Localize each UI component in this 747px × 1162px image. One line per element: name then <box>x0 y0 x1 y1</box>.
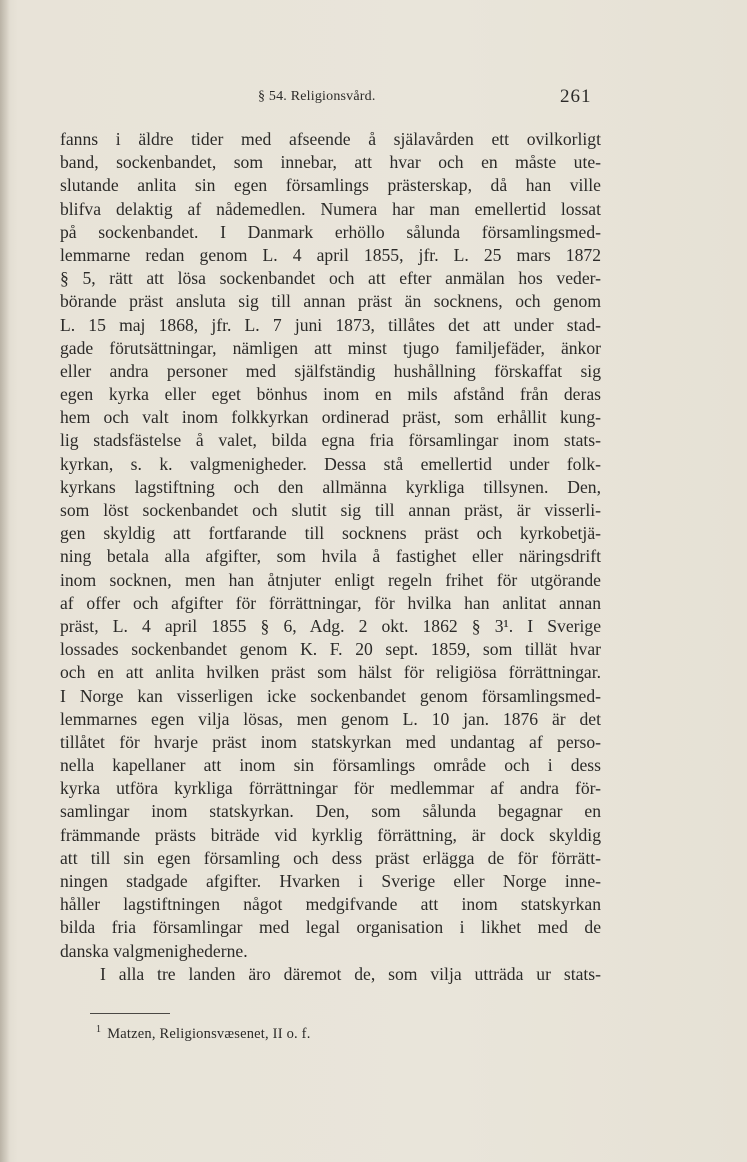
page-number: 261 <box>560 86 592 107</box>
text-line: fanns i äldre tider med afseende å själavården ett ovilkorligt <box>60 129 601 149</box>
text-line: kyrka utföra kyrkliga förrättningar för medlemmar af andra för- <box>60 778 601 799</box>
text-line: kyrkans lagstiftning och den allmänna kyrkliga tillsynen. Den, <box>60 476 601 497</box>
text-line: blifva delaktig af nådemedlen. Numera har man emellertid lossat <box>60 198 601 219</box>
text-line: och en att anlita hvilken präst som hälst för religiösa förrättningar. <box>60 662 601 683</box>
text-line: lemmarne redan genom L. 4 april 1855, jfr. L. 25 mars 1872 <box>60 244 601 265</box>
text-line: att till sin egen församling och dess präst erlägga de för förrätt- <box>60 847 601 868</box>
text-line: gen skyldig att fortfarande till socknens präst och kyrkobetjä- <box>60 523 601 544</box>
body-text <box>60 128 601 986</box>
text-line: bilda fria församlingar med legal organisation i likhet med de <box>60 917 601 938</box>
running-head: § 54. Religionsvård. <box>258 89 376 104</box>
page-header <box>0 86 747 112</box>
text-line: I Norge kan visserligen icke sockenbandet genom församlingsmed- <box>60 685 601 706</box>
text-line: samlingar inom statskyrkan. Den, som sålunda begagnar en <box>60 801 601 822</box>
text-line: präst, L. 4 april 1855 § 6, Adg. 2 okt. 1862 § 3¹. I Sverige <box>60 615 601 636</box>
text-line: som löst sockenbandet och slutit sig till annan präst, är visserli- <box>60 500 601 520</box>
page-gutter-shadow <box>0 0 10 1162</box>
text-line: af offer och afgifter för förrättningar, för hvilka han anlitat annan <box>60 592 601 613</box>
text-line: gade förutsättningar, nämligen att minst tjugo familjefäder, änkor <box>60 337 601 358</box>
text-line: danska valgmenighederne. <box>60 940 248 961</box>
text-line: L. 15 maj 1868, jfr. L. 7 juni 1873, tillåtes det att under stad- <box>60 314 601 335</box>
footnote <box>96 1026 311 1043</box>
footnote-rule <box>90 1013 170 1014</box>
text-line: börande präst ansluta sig till annan präst än socknens, och genom <box>60 291 601 312</box>
text-line: lig stadsfästelse å valet, bilda egna fria församlingar inom stats- <box>60 430 601 451</box>
text-line: hem och valt inom folkkyrkan ordinerad präst, som erhållit kung- <box>60 407 601 428</box>
text-line: lemmarnes egen vilja lösas, men genom L. 10 jan. 1876 är det <box>60 708 601 729</box>
text-line: I alla tre landen äro däremot de, som vilja utträda ur stats- <box>100 963 601 984</box>
text-line: eller andra personer med själfständig hushållning förskaffat sig <box>60 360 601 381</box>
text-line: håller lagstiftningen något medgifvande att inom statskyrkan <box>60 894 601 915</box>
text-line: främmande prästs biträde vid kyrklig förrättning, är dock skyldig <box>60 824 601 845</box>
text-line: kyrkan, s. k. valgmenigheder. Dessa stå emellertid under folk- <box>60 453 601 474</box>
text-line: egen kyrka eller eget bönhus inom en mils afstånd från deras <box>60 384 601 405</box>
text-line: slutande anlita sin egen församlings prästerskap, då han ville <box>60 175 601 196</box>
text-line: band, sockenbandet, som innebar, att hvar och en måste ute- <box>60 152 601 173</box>
footnote-marker: 1 <box>96 1024 102 1035</box>
text-line: inom socknen, men han åtnjuter enligt regeln frihet för utgörande <box>60 569 601 590</box>
text-line: § 5, rätt att lösa sockenbandet och att efter anmälan hos veder- <box>60 268 601 289</box>
text-line: ningen stadgade afgifter. Hvarken i Sverige eller Norge inne- <box>60 871 601 891</box>
footnote-text: Matzen, Religionsvæsenet, II o. f. <box>107 1026 311 1042</box>
text-line: nella kapellaner att inom sin församlings område och i dess <box>60 755 601 776</box>
text-line: på sockenbandet. I Danmark erhöllo sålunda församlingsmed- <box>60 221 601 242</box>
text-line: tillåtet för hvarje präst inom statskyrkan med undantag af perso- <box>60 731 601 752</box>
text-line: ning betala alla afgifter, som hvila å fastighet eller näringsdrift <box>60 546 601 567</box>
text-line: lossades sockenbandet genom K. F. 20 sept. 1859, som tillät hvar <box>60 639 601 660</box>
